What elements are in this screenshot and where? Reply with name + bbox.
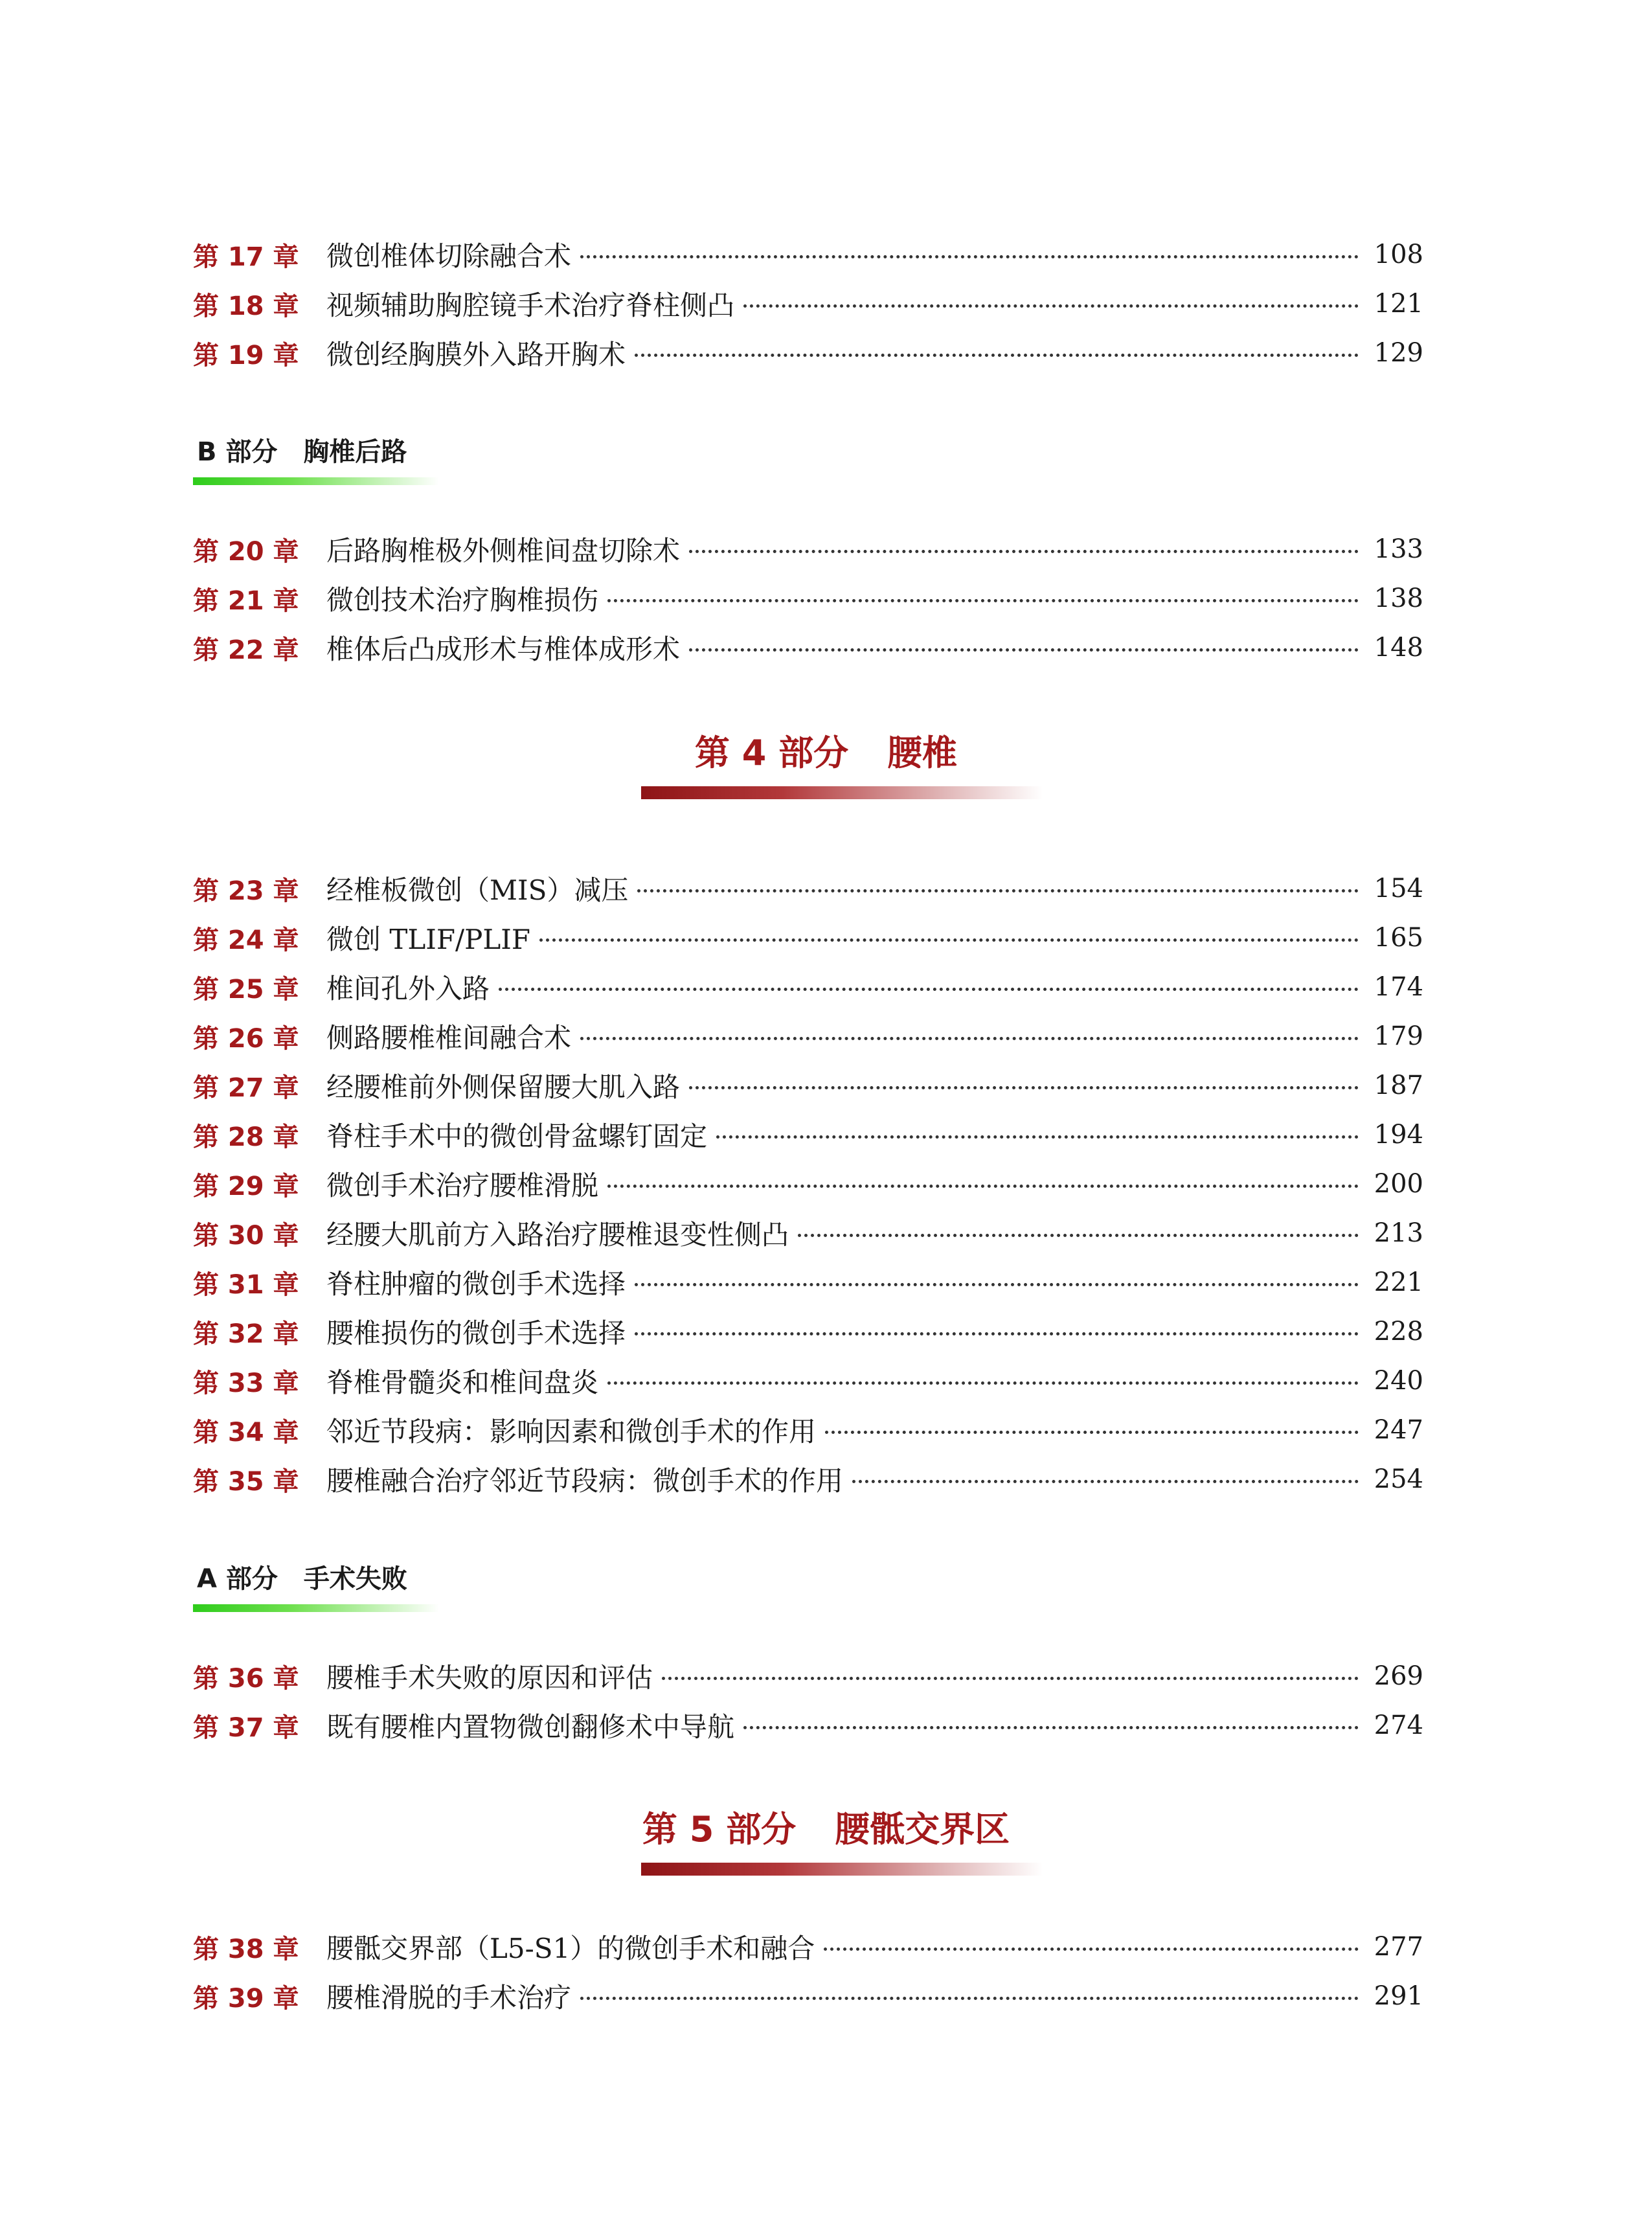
leader-dots <box>743 1726 1359 1729</box>
chapter-number: 第 22 章 <box>193 635 299 665</box>
leader-dots <box>607 599 1359 602</box>
leader-dots <box>825 1431 1359 1434</box>
page-number: 247 <box>1374 1415 1423 1445</box>
leader-dots <box>539 938 1359 942</box>
chapter-number: 第 25 章 <box>193 974 299 1005</box>
leader-dots <box>607 1381 1359 1385</box>
chapter-title: 腰椎融合治疗邻近节段病：微创手术的作用 <box>326 1465 844 1497</box>
page-number: 165 <box>1374 923 1423 953</box>
chapter-title: 微创手术治疗腰椎滑脱 <box>326 1170 599 1201</box>
part-heading <box>0 1802 1652 1852</box>
toc-entry[interactable] <box>193 525 1423 574</box>
part-title: 腰骶交界区 <box>835 1809 1010 1850</box>
page-number: 174 <box>1374 972 1423 1002</box>
chapter-number: 第 18 章 <box>193 291 299 321</box>
chapter-title: 脊椎骨髓炎和椎间盘炎 <box>326 1367 599 1398</box>
page-number: 154 <box>1374 874 1423 903</box>
page-number: 129 <box>1374 338 1423 368</box>
chapter-title: 微创技术治疗胸椎损伤 <box>326 584 599 616</box>
page-number: 274 <box>1374 1710 1423 1740</box>
chapter-number: 第 36 章 <box>193 1663 299 1694</box>
leader-dots <box>580 1037 1359 1040</box>
toc-entry[interactable] <box>193 279 1423 328</box>
chapter-number: 第 31 章 <box>193 1269 299 1300</box>
chapter-title: 后路胸椎极外侧椎间盘切除术 <box>326 535 681 567</box>
page-number: 138 <box>1374 584 1423 613</box>
toc-entry[interactable] <box>193 1652 1423 1701</box>
chapter-number: 第 21 章 <box>193 585 299 616</box>
leader-dots <box>499 988 1359 991</box>
chapter-number: 第 33 章 <box>193 1368 299 1398</box>
toc-entry[interactable] <box>193 1307 1423 1356</box>
page-number: 291 <box>1374 1981 1423 2011</box>
chapter-title: 脊柱手术中的微创骨盆螺钉固定 <box>326 1120 708 1152</box>
part-underline <box>641 786 1043 799</box>
part-label: 第 5 部分 <box>642 1809 797 1850</box>
leader-dots <box>662 1677 1359 1680</box>
chapter-number: 第 39 章 <box>193 1983 299 2014</box>
toc-entry[interactable] <box>193 230 1423 279</box>
page-number: 228 <box>1374 1317 1423 1346</box>
toc-entry[interactable] <box>193 913 1423 962</box>
chapter-title: 微创经胸膜外入路开胸术 <box>326 339 626 370</box>
leader-dots <box>824 1948 1359 1951</box>
toc-entry[interactable] <box>193 1405 1423 1455</box>
toc-entry[interactable] <box>193 864 1423 913</box>
toc-entry[interactable] <box>193 1922 1423 1971</box>
chapter-title: 经椎板微创（MIS）减压 <box>326 874 629 906</box>
chapter-number: 第 34 章 <box>193 1417 299 1448</box>
toc-entry[interactable] <box>193 1701 1423 1750</box>
page-number: 254 <box>1374 1464 1423 1494</box>
chapter-title: 腰骶交界部（L5-S1）的微创手术和融合 <box>326 1933 815 1964</box>
leader-dots <box>716 1135 1359 1139</box>
chapter-number: 第 30 章 <box>193 1220 299 1251</box>
page-number: 269 <box>1374 1661 1423 1691</box>
page-number: 179 <box>1374 1021 1423 1051</box>
chapter-number: 第 20 章 <box>193 536 299 567</box>
page-number: 108 <box>1374 240 1423 269</box>
page-number: 213 <box>1374 1218 1423 1248</box>
chapter-number: 第 17 章 <box>193 242 299 272</box>
toc-entry[interactable] <box>193 1971 1423 2021</box>
chapter-number: 第 23 章 <box>193 876 299 906</box>
chapter-title: 经腰椎前外侧保留腰大肌入路 <box>326 1071 681 1103</box>
part-label: 第 4 部分 <box>694 733 849 773</box>
toc-entry[interactable] <box>193 1209 1423 1258</box>
part-underline <box>641 1863 1043 1876</box>
subsection-heading <box>197 431 407 468</box>
chapter-title: 微创椎体切除融合术 <box>326 240 572 272</box>
chapter-title: 腰椎损伤的微创手术选择 <box>326 1317 626 1349</box>
leader-dots <box>743 304 1359 308</box>
leader-dots <box>798 1234 1359 1237</box>
subsection-underline <box>193 477 439 485</box>
chapter-title: 既有腰椎内置物微创翻修术中导航 <box>326 1711 735 1743</box>
page-number: 194 <box>1374 1120 1423 1150</box>
subsection-label: A 部分 <box>197 1564 278 1594</box>
chapter-title: 椎间孔外入路 <box>326 973 490 1005</box>
chapter-number: 第 35 章 <box>193 1466 299 1497</box>
toc-entry[interactable] <box>193 1356 1423 1405</box>
chapter-title: 侧路腰椎椎间融合术 <box>326 1022 572 1054</box>
toc-entry[interactable] <box>193 962 1423 1012</box>
page-number: 187 <box>1374 1071 1423 1100</box>
chapter-number: 第 19 章 <box>193 340 299 370</box>
leader-dots <box>689 1086 1359 1089</box>
chapter-title: 邻近节段病：影响因素和微创手术的作用 <box>326 1416 817 1448</box>
chapter-number: 第 29 章 <box>193 1171 299 1201</box>
toc-entry[interactable] <box>193 1012 1423 1061</box>
chapter-title: 腰椎滑脱的手术治疗 <box>326 1982 572 2014</box>
subsection-title: 手术失败 <box>303 1564 407 1594</box>
toc-entry[interactable] <box>193 1110 1423 1159</box>
chapter-title: 脊柱肿瘤的微创手术选择 <box>326 1268 626 1300</box>
leader-dots <box>635 1332 1359 1335</box>
chapter-number: 第 24 章 <box>193 925 299 955</box>
leader-dots <box>580 1997 1359 2000</box>
part-title: 腰椎 <box>887 733 958 773</box>
leader-dots <box>689 550 1359 553</box>
chapter-title: 微创 TLIF/PLIF <box>326 924 531 955</box>
toc-entry[interactable] <box>193 1061 1423 1110</box>
chapter-number: 第 26 章 <box>193 1023 299 1054</box>
toc-entry[interactable] <box>193 1159 1423 1209</box>
toc-entry[interactable] <box>193 328 1423 378</box>
chapter-number: 第 37 章 <box>193 1712 299 1743</box>
page-number: 240 <box>1374 1366 1423 1396</box>
leader-dots <box>689 648 1359 652</box>
subsection-underline <box>193 1604 439 1612</box>
chapter-number: 第 28 章 <box>193 1122 299 1152</box>
chapter-number: 第 27 章 <box>193 1073 299 1103</box>
page-number: 221 <box>1374 1267 1423 1297</box>
toc-entry[interactable] <box>193 1455 1423 1504</box>
leader-dots <box>637 889 1359 892</box>
chapter-title: 经腰大肌前方入路治疗腰椎退变性侧凸 <box>326 1219 789 1251</box>
page-number: 277 <box>1374 1932 1423 1962</box>
chapter-title: 视频辅助胸腔镜手术治疗脊柱侧凸 <box>326 290 735 321</box>
subsection-heading <box>197 1558 407 1595</box>
subsection-title: 胸椎后路 <box>303 437 407 467</box>
page-number: 121 <box>1374 289 1423 319</box>
toc-entry[interactable] <box>193 574 1423 623</box>
chapter-title: 椎体后凸成形术与椎体成形术 <box>326 633 681 665</box>
leader-dots <box>852 1480 1359 1483</box>
subsection-label: B 部分 <box>197 437 278 467</box>
page-number: 148 <box>1374 633 1423 663</box>
chapter-number: 第 32 章 <box>193 1319 299 1349</box>
page-number: 133 <box>1374 534 1423 564</box>
toc-entry[interactable] <box>193 623 1423 672</box>
leader-dots <box>580 255 1359 258</box>
chapter-title: 腰椎手术失败的原因和评估 <box>326 1662 653 1694</box>
leader-dots <box>635 354 1359 357</box>
part-heading <box>0 725 1652 775</box>
chapter-number: 第 38 章 <box>193 1934 299 1964</box>
leader-dots <box>607 1185 1359 1188</box>
page-number: 200 <box>1374 1169 1423 1199</box>
toc-entry[interactable] <box>193 1258 1423 1307</box>
leader-dots <box>635 1283 1359 1286</box>
